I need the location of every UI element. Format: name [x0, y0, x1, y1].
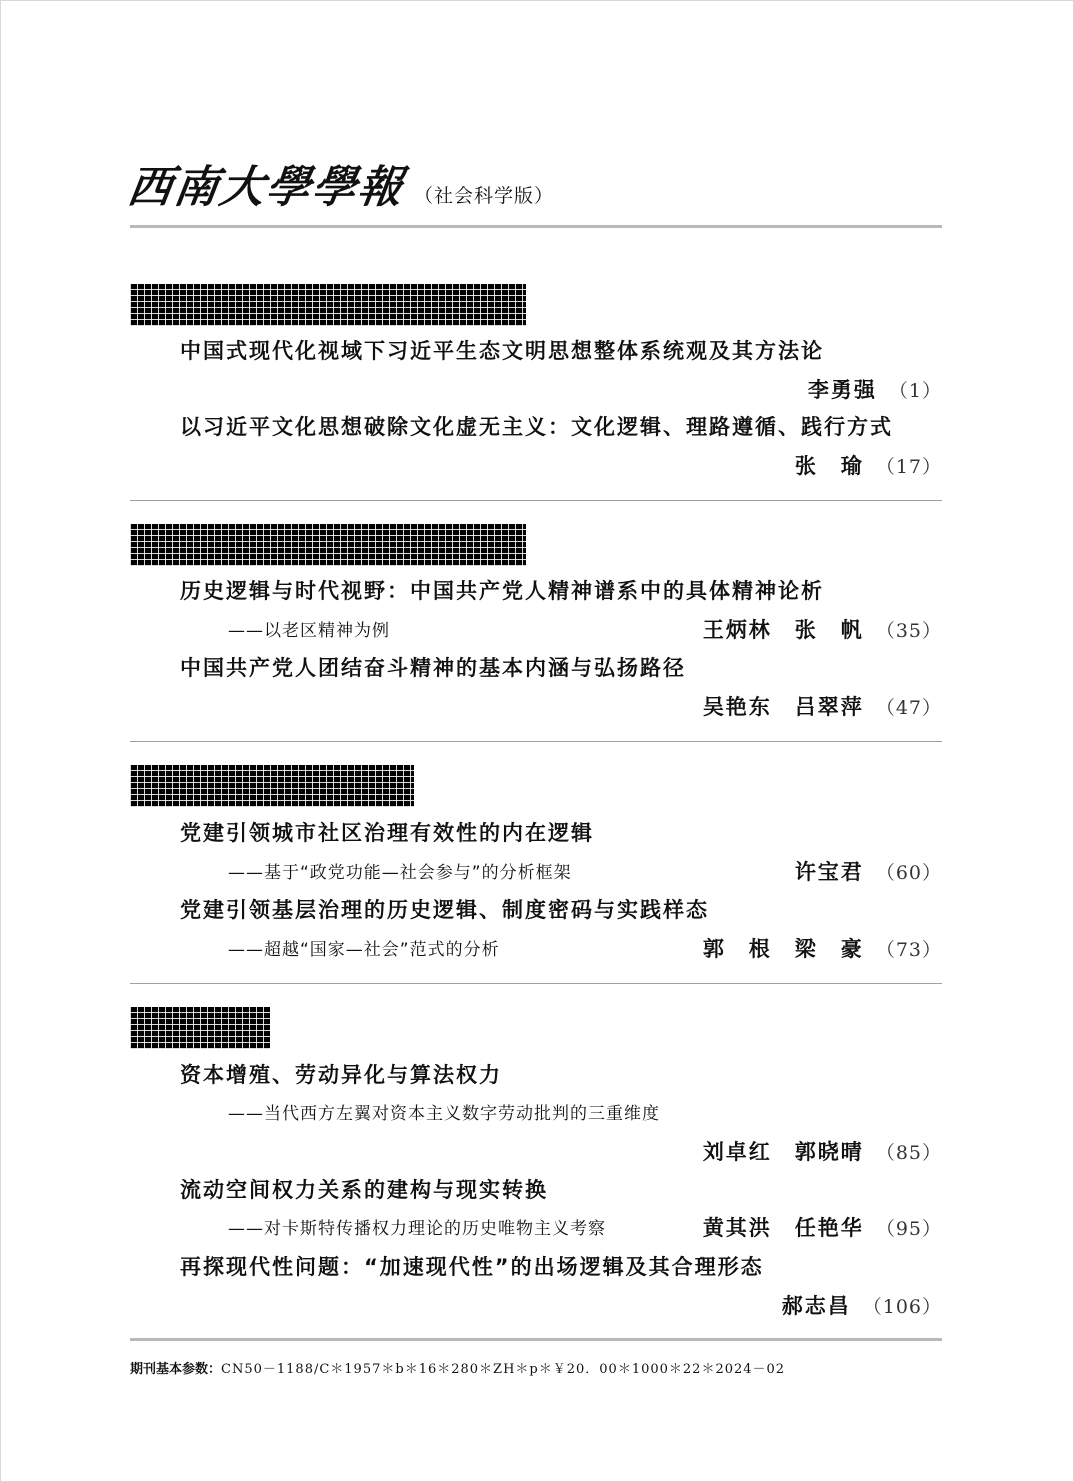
article-title[interactable]: 以习近平文化思想破除文化虚无主义：文化逻辑、理路遵循、践行方式 — [180, 415, 893, 439]
masthead — [124, 162, 555, 214]
article-page: （60） — [875, 862, 942, 884]
article-authors: 刘卓红 郭晓晴 — [702, 1140, 864, 1164]
article-title[interactable]: 再探现代性问题：“加速现代性”的出场逻辑及其合理形态 — [180, 1255, 764, 1279]
article-subtitle: ——对卡斯特传播权力理论的历史唯物主义考察 — [228, 1219, 606, 1239]
section-divider — [130, 741, 942, 742]
article-byline — [703, 1212, 942, 1242]
article-authors: 郭 根 梁 豪 — [702, 937, 864, 961]
article-byline — [703, 933, 942, 963]
footer-rule — [130, 1338, 942, 1341]
article-authors: 黄其洪 任艳华 — [702, 1216, 864, 1240]
section-divider — [130, 500, 942, 501]
article-page: （1） — [888, 380, 942, 402]
article-page: （95） — [875, 1218, 942, 1240]
article-authors: 张 瑜 — [794, 454, 864, 478]
section-header-2 — [130, 524, 526, 566]
article-page: （106） — [862, 1296, 942, 1318]
article-authors: 吴艳东 吕翠萍 — [702, 695, 864, 719]
section-header-1 — [130, 284, 526, 326]
article-subtitle: ——以老区精神为例 — [228, 621, 390, 641]
article-page: （47） — [875, 697, 942, 719]
article-byline — [808, 374, 942, 404]
article-byline — [795, 450, 942, 480]
journal-parameters — [130, 1358, 785, 1377]
parameters-label: 期刊基本参数： — [130, 1362, 222, 1377]
article-byline — [703, 691, 942, 721]
masthead-rule — [130, 225, 942, 228]
article-subtitle: ——基于“政党功能—社会参与”的分析框架 — [228, 863, 572, 883]
journal-name: 西南大學學報 — [124, 162, 408, 213]
article-page: （35） — [875, 620, 942, 642]
journal-edition: （社会科学版） — [414, 185, 555, 207]
article-authors: 郝志昌 — [781, 1294, 851, 1318]
article-title[interactable]: 历史逻辑与时代视野：中国共产党人精神谱系中的具体精神论析 — [180, 579, 824, 603]
article-title[interactable]: 流动空间权力关系的建构与现实转换 — [180, 1178, 548, 1202]
article-title[interactable]: 资本增殖、劳动异化与算法权力 — [180, 1063, 502, 1087]
article-subtitle: ——当代西方左翼对资本主义数字劳动批判的三重维度 — [228, 1104, 660, 1124]
article-page: （73） — [875, 939, 942, 961]
article-byline — [703, 614, 942, 644]
article-authors: 李勇强 — [807, 378, 877, 402]
article-byline — [703, 1136, 942, 1166]
section-divider — [130, 983, 942, 984]
article-byline — [795, 856, 942, 886]
article-authors: 王炳林 张 帆 — [702, 618, 864, 642]
article-authors: 许宝君 — [794, 860, 864, 884]
section-header-4 — [130, 1007, 270, 1049]
article-title[interactable]: 党建引领基层治理的历史逻辑、制度密码与实践样态 — [180, 898, 709, 922]
article-page: （17） — [875, 456, 942, 478]
parameters-value: CN50－1188/C＊1957＊b＊16＊280＊ZH＊p＊￥20．00＊1000＊22＊2024－02 — [221, 1362, 786, 1377]
article-subtitle: ——超越“国家—社会”范式的分析 — [228, 940, 500, 960]
article-title[interactable]: 中国式现代化视域下习近平生态文明思想整体系统观及其方法论 — [180, 339, 824, 363]
article-title[interactable]: 中国共产党人团结奋斗精神的基本内涵与弘扬路径 — [180, 656, 686, 680]
article-byline — [782, 1290, 942, 1320]
section-header-3 — [130, 765, 414, 807]
article-page: （85） — [875, 1142, 942, 1164]
article-title[interactable]: 党建引领城市社区治理有效性的内在逻辑 — [180, 821, 594, 845]
